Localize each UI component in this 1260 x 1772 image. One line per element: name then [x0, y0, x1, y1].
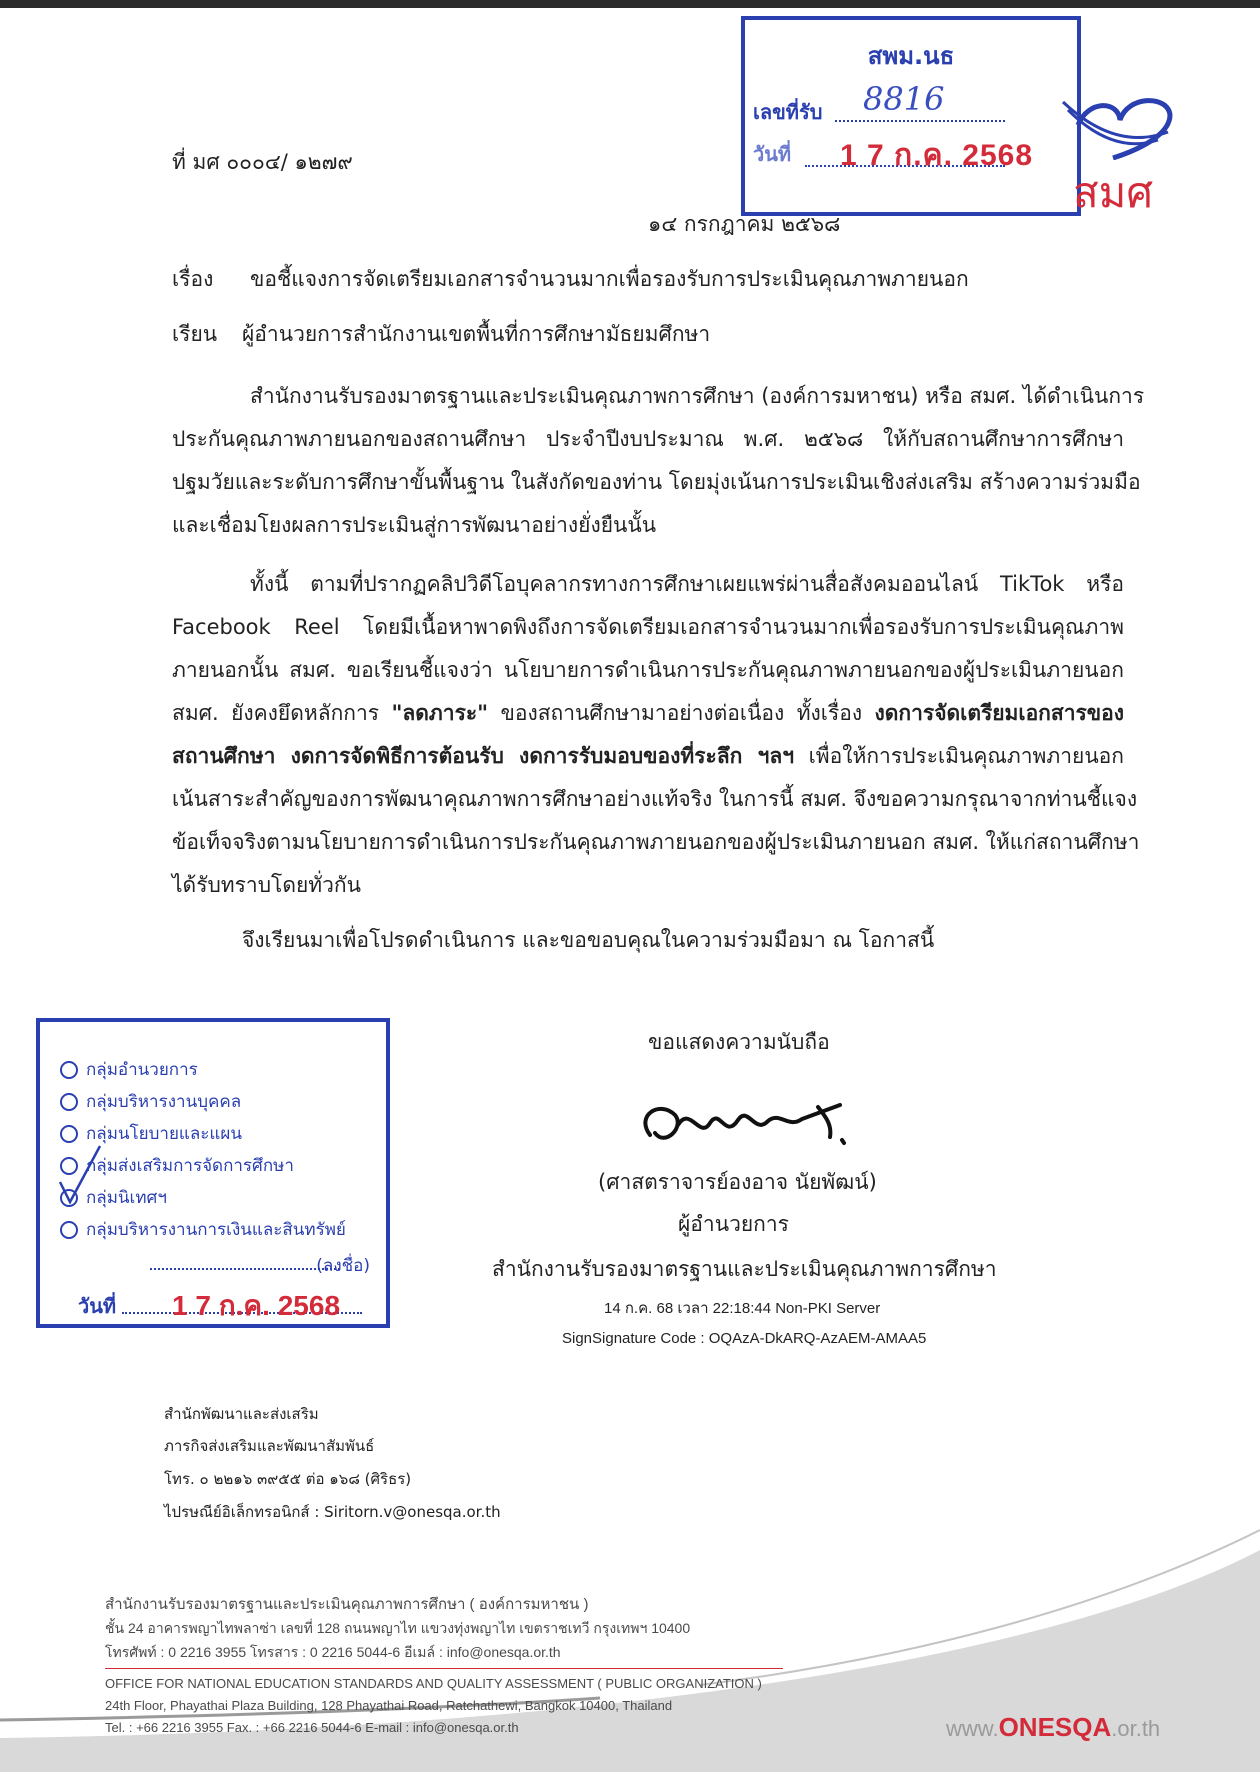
- stamp-item-label: กลุ่มอำนวยการ: [86, 1060, 198, 1080]
- contact-unit: สำนักพัฒนาและส่งเสริม: [164, 1405, 319, 1423]
- text-run: เพื่อให้การประเมินคุณภาพภายนอก: [794, 744, 1124, 768]
- radio-circle-icon: [60, 1093, 78, 1111]
- footer-en-address: 24th Floor, Phayathai Plaza Building, 128 Phayathai Road, Ratchathewi, Bangkok 10400, Thailand: [105, 1698, 673, 1713]
- signer-title: ผู้อำนวยการ: [678, 1212, 789, 1236]
- radio-circle-icon: [60, 1221, 78, 1239]
- bold-phrase: สถานศึกษา งดการจัดพิธีการต้อนรับ งดการรับมอบของที่ระลึก ฯลฯ: [172, 744, 795, 768]
- paragraph-2-line: Facebook Reel โดยมีเนื้อหาพาดพิงถึงการจัดเตรียมเอกสารจำนวนมากเพื่อรองรับการประเมินคุณภาพ: [172, 615, 1124, 639]
- radio-circle-icon: [60, 1061, 78, 1079]
- salutation-label: เรียน: [172, 322, 218, 346]
- contact-phone: โทร. ๐ ๒๒๑๖ ๓๙๕๕ ต่อ ๑๖๘ (ศิริธร): [164, 1470, 412, 1488]
- text-run: ของสถานศึกษามาอย่างต่อเนื่อง ทั้งเรื่อง: [488, 701, 875, 725]
- stamp-item-label: กลุ่มนโยบายและแผน: [86, 1124, 242, 1144]
- stamp-item: [60, 1216, 346, 1243]
- web-prefix: www.: [946, 1716, 999, 1741]
- receiving-stamp: [741, 16, 1081, 216]
- signer-organization: สำนักงานรับรองมาตรฐานและประเมินคุณภาพการศึกษา: [492, 1257, 997, 1281]
- stamp-item-label: กลุ่มบริหารงานบุคคล: [86, 1092, 242, 1112]
- stamp-receive-label: เลขที่รับ: [753, 100, 823, 124]
- handwritten-signature: [630, 1085, 860, 1165]
- stamp-item: [60, 1056, 198, 1083]
- salutation-text: ผู้อำนวยการสำนักงานเขตพื้นที่การศึกษามัธยมศึกษา: [242, 322, 711, 346]
- footer-th-address: ชั้น 24 อาคารพญาไทพลาซ่า เลขที่ 128 ถนนพญาไท แขวงทุ่งพญาไท เขตราชเทวี กรุงเทพฯ 10400: [105, 1620, 691, 1636]
- stamp-item: [60, 1088, 241, 1115]
- paragraph-2-line: [172, 697, 1124, 730]
- closing-sentence: จึงเรียนมาเพื่อโปรดดำเนินการ และขอขอบคุณในความร่วมมือมา ณ โอกาสนี้: [242, 928, 935, 952]
- paragraph-1-line: ปฐมวัยและระดับการศึกษาขั้นพื้นฐาน ในสังกัดของท่าน โดยมุ่งเน้นการประเมินเชิงส่งเสริม สร้างความร่วมมือ: [172, 470, 1141, 494]
- stamp-day-date: 1 7 ก.ค. 2568: [172, 1290, 341, 1321]
- scan-top-border: [0, 0, 1260, 8]
- signer-name: (ศาสตราจารย์องอาจ นัยพัฒน์): [598, 1170, 877, 1194]
- logo-text: สมศ: [1073, 168, 1153, 217]
- stamp-item-label: กลุ่มบริหารงานการเงินและสินทรัพย์: [86, 1220, 346, 1240]
- stamp-sign-label: (ลงชื่อ): [316, 1256, 370, 1276]
- footer-divider: [105, 1668, 783, 1669]
- web-brand: ONESQA: [998, 1712, 1112, 1742]
- distribution-stamp: [36, 1018, 390, 1328]
- footer-en-contact: Tel. : +66 2216 3955 Fax. : +66 2216 5044-6 E-mail : info@onesqa.or.th: [105, 1720, 519, 1735]
- paragraph-1-line: ประกันคุณภาพภายนอกของสถานศึกษา ประจำปีงบประมาณ พ.ศ. ๒๕๖๘ ให้กับสถานศึกษาการศึกษา: [172, 427, 1124, 451]
- stamp-receive-number: 8816: [863, 80, 945, 118]
- footer-website: [946, 1712, 1160, 1743]
- paragraph-1-line: สำนักงานรับรองมาตรฐานและประเมินคุณภาพการศึกษา (องค์การมหาชน) หรือ สมศ. ได้ดำเนินการ: [250, 384, 1145, 408]
- text-run: สมศ. ยังคงยึดหลักการ: [172, 701, 392, 725]
- check-mark-icon: [56, 1142, 106, 1212]
- bold-phrase: "ลดภาระ": [391, 701, 489, 725]
- footer-th-contact: โทรศัพท์ : 0 2216 3955 โทรสาร : 0 2216 5044-6 อีเมล์ : info@onesqa.or.th: [105, 1644, 561, 1660]
- contact-email: ไปรษณีย์อิเล็กทรอนิกส์ : Siritorn.v@onesqa.or.th: [164, 1503, 501, 1521]
- paragraph-2-line: [172, 740, 1124, 773]
- contact-mission: ภารกิจส่งเสริมและพัฒนาสัมพันธ์: [164, 1437, 375, 1455]
- footer-en-org: OFFICE FOR NATIONAL EDUCATION STANDARDS AND QUALITY ASSESSMENT ( PUBLIC ORGANIZATION ): [105, 1676, 762, 1691]
- stamp-date-label: วันที่: [753, 142, 792, 166]
- web-suffix: .or.th: [1111, 1716, 1161, 1741]
- stamp-dotted-line: [150, 1268, 340, 1270]
- paragraph-2-line: ข้อเท็จจริงตามนโยบายการดำเนินการประกันคุณภาพภายนอกของผู้ประเมินภายนอก สมศ. ให้แก่สถานศึกษา: [172, 830, 1140, 854]
- paragraph-2-line: ทั้งนี้ ตามที่ปรากฏคลิปวิดีโอบุคลากรทางการศึกษาเผยแพร่ผ่านสื่อสังคมออนไลน์ TikTok หรือ: [250, 572, 1124, 596]
- letter-date: ๑๔ กรกฎาคม ๒๕๖๘: [648, 212, 841, 236]
- stamp-date: 1 7 ก.ค. 2568: [840, 139, 1034, 172]
- letter-reference: ที่ มศ ๐๐๐๔/ ๑๒๗๙: [172, 150, 353, 174]
- stamp-dotted-line: [835, 120, 1005, 122]
- bold-phrase: งดการจัดเตรียมเอกสารของ: [874, 701, 1125, 725]
- esignature-code: SignSignature Code : OQAzA-DkARQ-AzAEM-AMAA5: [562, 1330, 927, 1347]
- paragraph-2-line: ภายนอกนั้น สมศ. ขอเรียนชี้แจงว่า นโยบายการดำเนินการประกันคุณภาพภายนอกของผู้ประเมินภายนอก: [172, 658, 1124, 682]
- paragraph-2-line: เน้นสาระสำคัญของการพัฒนาคุณภาพการศึกษาอย่างแท้จริง ในการนี้ สมศ. จึงขอความกรุณาจากท่านชี้แจง: [172, 787, 1138, 811]
- heart-ribbon-icon: [1058, 80, 1198, 160]
- stamp-day-label: วันที่: [78, 1294, 117, 1318]
- stamp-item-label: กลุ่มส่งเสริมการจัดการศึกษา: [86, 1156, 294, 1176]
- paragraph-1-line: และเชื่อมโยงผลการประเมินสู่การพัฒนาอย่างยั่งยืนนั้น: [172, 513, 657, 537]
- paragraph-2-line: ได้รับทราบโดยทั่วกัน: [172, 873, 361, 897]
- regards-text: ขอแสดงความนับถือ: [648, 1030, 830, 1054]
- footer-th-org: สำนักงานรับรองมาตรฐานและประเมินคุณภาพการศึกษา ( องค์การมหาชน ): [105, 1596, 589, 1613]
- stamp-item-label: กลุ่มนิเทศฯ: [86, 1188, 167, 1208]
- esignature-timestamp: 14 ก.ค. 68 เวลา 22:18:44 Non-PKI Server: [604, 1300, 881, 1317]
- subject-text: ขอชี้แจงการจัดเตรียมเอกสารจำนวนมากเพื่อรองรับการประเมินคุณภาพภายนอก: [250, 267, 969, 291]
- radio-circle-icon: [60, 1125, 78, 1143]
- onesqa-logo: [1058, 80, 1198, 217]
- stamp-org: สพม.นธ: [867, 42, 955, 70]
- subject-label: เรื่อง: [172, 267, 214, 291]
